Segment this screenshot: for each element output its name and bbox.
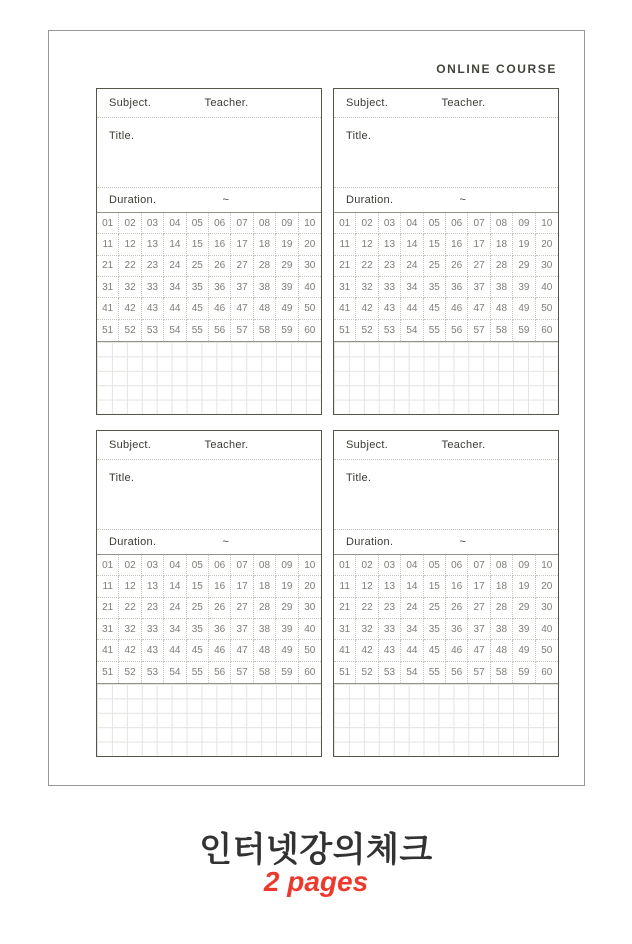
minute-cell: 53 xyxy=(142,662,164,683)
minute-cell: 26 xyxy=(446,256,468,277)
minute-cell: 20 xyxy=(299,576,321,597)
title-label: Title. xyxy=(109,472,135,484)
minute-cell: 42 xyxy=(119,640,141,661)
minute-cell: 38 xyxy=(254,619,276,640)
notes-grid xyxy=(334,342,558,414)
subject-teacher-row xyxy=(97,89,321,118)
minute-cell: 22 xyxy=(356,598,378,619)
title-label: Title. xyxy=(109,130,135,142)
minute-cell: 01 xyxy=(334,213,356,234)
minute-cell: 23 xyxy=(379,598,401,619)
minute-cell: 45 xyxy=(424,298,446,319)
minute-cell: 41 xyxy=(334,298,356,319)
minute-cell: 11 xyxy=(97,576,119,597)
minute-cell: 25 xyxy=(424,598,446,619)
minute-cell: 13 xyxy=(142,576,164,597)
minute-cell: 31 xyxy=(334,619,356,640)
minute-cell: 60 xyxy=(541,324,553,336)
minute-cell: 38 xyxy=(254,277,276,298)
minute-cell: 38 xyxy=(491,619,513,640)
minute-cell: 48 xyxy=(254,640,276,661)
minute-cell: 41 xyxy=(97,640,119,661)
minute-cell: 06 xyxy=(446,555,468,576)
minute-cell: 33 xyxy=(379,619,401,640)
duration-separator: ~ xyxy=(459,536,467,548)
minute-cell: 24 xyxy=(164,256,186,277)
duration-label: Duration. xyxy=(109,194,157,206)
minute-cell: 20 xyxy=(536,234,558,255)
minute-cell: 52 xyxy=(119,662,141,683)
minute-cell: 50 xyxy=(299,640,321,661)
duration-separator: ~ xyxy=(459,194,467,206)
minute-grid xyxy=(334,554,558,684)
minute-cell: 20 xyxy=(536,576,558,597)
minute-cell: 30 xyxy=(536,598,558,619)
subject-teacher-row xyxy=(334,89,558,118)
minute-cell: 32 xyxy=(119,277,141,298)
minute-cell: 01 xyxy=(334,555,356,576)
minute-cell: 35 xyxy=(424,277,446,298)
minute-cell: 04 xyxy=(164,555,186,576)
minute-cell: 27 xyxy=(231,256,253,277)
minute-cell: 51 xyxy=(334,662,356,683)
minute-cell: 54 xyxy=(164,320,186,341)
minute-cell: 58 xyxy=(491,662,513,683)
duration-label: Duration. xyxy=(346,536,394,548)
course-card-3 xyxy=(96,430,322,757)
minute-cell: 06 xyxy=(446,213,468,234)
minute-cell: 19 xyxy=(513,234,535,255)
minute-cell: 18 xyxy=(491,576,513,597)
minute-cell: 36 xyxy=(446,619,468,640)
minute-cell: 47 xyxy=(231,298,253,319)
minute-cell: 14 xyxy=(164,576,186,597)
minute-cell: 33 xyxy=(142,619,164,640)
minute-cell: 24 xyxy=(401,256,423,277)
minute-cell: 18 xyxy=(254,234,276,255)
minute-cell: 60 xyxy=(304,666,316,678)
subject-label: Subject. xyxy=(346,439,389,451)
minute-cell: 44 xyxy=(164,298,186,319)
minute-cell: 08 xyxy=(254,555,276,576)
minute-cell: 34 xyxy=(164,277,186,298)
minute-cell: 34 xyxy=(401,619,423,640)
minute-cell: 54 xyxy=(401,662,423,683)
minute-cell: 28 xyxy=(254,256,276,277)
minute-cell: 12 xyxy=(356,576,378,597)
minute-cell: 53 xyxy=(379,662,401,683)
minute-cell: 52 xyxy=(356,662,378,683)
minute-grid xyxy=(97,212,321,342)
duration-separator: ~ xyxy=(222,194,230,206)
minute-cell: 56 xyxy=(209,662,231,683)
minute-cell: 02 xyxy=(356,213,378,234)
subject-label: Subject. xyxy=(109,439,152,451)
minute-cell: 17 xyxy=(468,234,490,255)
minute-cell: 56 xyxy=(446,320,468,341)
minute-cell: 54 xyxy=(401,320,423,341)
minute-cell: 36 xyxy=(209,619,231,640)
minute-cell: 06 xyxy=(209,555,231,576)
minute-cell: 48 xyxy=(254,298,276,319)
product-title-korean: 인터넷강의체크 xyxy=(199,831,433,869)
minute-cell: 41 xyxy=(334,640,356,661)
minute-cell: 58 xyxy=(491,320,513,341)
minute-cell: 26 xyxy=(209,598,231,619)
teacher-label: Teacher. xyxy=(441,439,486,451)
minute-cell: 48 xyxy=(491,298,513,319)
minute-cell: 10 xyxy=(299,555,321,576)
duration-row xyxy=(97,530,321,554)
minute-cell: 39 xyxy=(513,277,535,298)
minute-cell: 51 xyxy=(97,320,119,341)
minute-cell: 42 xyxy=(119,298,141,319)
title-row xyxy=(334,118,558,188)
minute-cell: 49 xyxy=(513,640,535,661)
minute-cell: 10 xyxy=(536,555,558,576)
minute-cell: 52 xyxy=(356,320,378,341)
title-row xyxy=(97,460,321,530)
duration-label: Duration. xyxy=(109,536,157,548)
minute-cell: 29 xyxy=(513,256,535,277)
minute-cell: 23 xyxy=(142,598,164,619)
subject-label: Subject. xyxy=(346,97,389,109)
minute-cell: 23 xyxy=(142,256,164,277)
minute-cell: 09 xyxy=(513,213,535,234)
minute-cell: 15 xyxy=(424,576,446,597)
minute-cell: 18 xyxy=(254,576,276,597)
course-card-1 xyxy=(96,88,322,415)
minute-cell: 39 xyxy=(513,619,535,640)
minute-grid xyxy=(97,554,321,684)
minute-cell: 13 xyxy=(142,234,164,255)
minute-cell: 58 xyxy=(254,320,276,341)
minute-cell: 29 xyxy=(276,256,298,277)
minute-cell: 43 xyxy=(379,298,401,319)
minute-cell: 55 xyxy=(424,662,446,683)
minute-cell: 47 xyxy=(468,640,490,661)
minute-cell: 57 xyxy=(468,320,490,341)
page-title: ONLINE COURSE xyxy=(436,62,557,76)
minute-cell: 03 xyxy=(379,555,401,576)
minute-cell: 22 xyxy=(356,256,378,277)
minute-cell: 36 xyxy=(446,277,468,298)
teacher-label: Teacher. xyxy=(204,439,249,451)
minute-cell: 32 xyxy=(356,277,378,298)
minute-cell: 43 xyxy=(142,640,164,661)
minute-cell: 35 xyxy=(187,619,209,640)
minute-cell: 45 xyxy=(424,640,446,661)
minute-cell: 34 xyxy=(164,619,186,640)
minute-cell: 35 xyxy=(187,277,209,298)
minute-cell: 24 xyxy=(401,598,423,619)
minute-cell: 08 xyxy=(254,213,276,234)
minute-cell: 39 xyxy=(276,619,298,640)
minute-cell: 39 xyxy=(276,277,298,298)
course-card-2 xyxy=(333,88,559,415)
minute-cell: 28 xyxy=(254,598,276,619)
minute-cell: 56 xyxy=(209,320,231,341)
minute-cell: 46 xyxy=(209,298,231,319)
minute-cell: 04 xyxy=(164,213,186,234)
minute-cell: 12 xyxy=(119,576,141,597)
minute-cell: 30 xyxy=(536,256,558,277)
minute-cell: 31 xyxy=(97,277,119,298)
subject-label: Subject. xyxy=(109,97,152,109)
minute-cell: 40 xyxy=(299,619,321,640)
minute-cell: 16 xyxy=(446,234,468,255)
minute-cell: 57 xyxy=(468,662,490,683)
minute-cell: 31 xyxy=(334,277,356,298)
minute-cell: 03 xyxy=(142,555,164,576)
minute-cell: 18 xyxy=(491,234,513,255)
minute-cell: 09 xyxy=(513,555,535,576)
minute-cell: 05 xyxy=(187,213,209,234)
minute-cell: 32 xyxy=(356,619,378,640)
minute-cell: 03 xyxy=(142,213,164,234)
minute-cell: 44 xyxy=(401,640,423,661)
minute-cell: 25 xyxy=(187,256,209,277)
minute-cell: 29 xyxy=(276,598,298,619)
minute-cell: 46 xyxy=(209,640,231,661)
minute-cell: 07 xyxy=(468,213,490,234)
minute-cell: 40 xyxy=(299,277,321,298)
minute-cell: 14 xyxy=(401,234,423,255)
minute-cell: 02 xyxy=(356,555,378,576)
minute-cell: 59 xyxy=(513,662,535,683)
minute-cell: 21 xyxy=(334,598,356,619)
minute-cell: 32 xyxy=(119,619,141,640)
minute-cell: 10 xyxy=(536,213,558,234)
minute-cell: 53 xyxy=(142,320,164,341)
notes-grid xyxy=(97,684,321,756)
minute-cell: 16 xyxy=(446,576,468,597)
minute-cell: 49 xyxy=(276,640,298,661)
minute-cell: 12 xyxy=(119,234,141,255)
minute-cell: 25 xyxy=(187,598,209,619)
minute-cell: 37 xyxy=(231,277,253,298)
minute-cell: 59 xyxy=(276,662,298,683)
minute-cell: 47 xyxy=(231,640,253,661)
minute-cell: 34 xyxy=(401,277,423,298)
minute-cell: 05 xyxy=(424,555,446,576)
minute-cell: 60 xyxy=(304,324,316,336)
minute-cell: 19 xyxy=(513,576,535,597)
minute-cell: 40 xyxy=(536,619,558,640)
minute-cell: 13 xyxy=(379,576,401,597)
minute-cell: 57 xyxy=(231,662,253,683)
duration-row xyxy=(334,188,558,212)
title-row xyxy=(334,460,558,530)
minute-cell: 57 xyxy=(231,320,253,341)
minute-cell: 45 xyxy=(187,640,209,661)
minute-cell: 27 xyxy=(468,256,490,277)
minute-cell: 37 xyxy=(468,619,490,640)
minute-cell: 60 xyxy=(541,666,553,678)
minute-cell: 52 xyxy=(119,320,141,341)
minute-cell: 28 xyxy=(491,256,513,277)
minute-cell: 11 xyxy=(97,234,119,255)
minute-cell: 11 xyxy=(334,576,356,597)
title-row xyxy=(97,118,321,188)
minute-cell: 46 xyxy=(446,640,468,661)
minute-cell: 28 xyxy=(491,598,513,619)
subject-teacher-row xyxy=(334,431,558,460)
minute-cell: 14 xyxy=(401,576,423,597)
minute-cell: 58 xyxy=(254,662,276,683)
minute-cell: 37 xyxy=(468,277,490,298)
duration-row xyxy=(97,188,321,212)
minute-cell: 08 xyxy=(491,555,513,576)
teacher-label: Teacher. xyxy=(204,97,249,109)
minute-cell: 55 xyxy=(187,662,209,683)
minute-cell: 13 xyxy=(379,234,401,255)
minute-cell: 50 xyxy=(536,640,558,661)
minute-cell: 03 xyxy=(379,213,401,234)
minute-cell: 44 xyxy=(401,298,423,319)
minute-cell: 06 xyxy=(209,213,231,234)
minute-cell: 21 xyxy=(334,256,356,277)
minute-cell: 59 xyxy=(513,320,535,341)
minute-cell: 43 xyxy=(142,298,164,319)
minute-cell: 04 xyxy=(401,555,423,576)
minute-cell: 46 xyxy=(446,298,468,319)
minute-cell: 15 xyxy=(187,576,209,597)
minute-cell: 14 xyxy=(164,234,186,255)
minute-cell: 10 xyxy=(299,213,321,234)
minute-cell: 50 xyxy=(299,298,321,319)
minute-cell: 36 xyxy=(209,277,231,298)
minute-cell: 05 xyxy=(424,213,446,234)
minute-cell: 51 xyxy=(97,662,119,683)
teacher-label: Teacher. xyxy=(441,97,486,109)
minute-cell: 09 xyxy=(276,555,298,576)
minute-cell: 59 xyxy=(276,320,298,341)
minute-cell: 01 xyxy=(97,555,119,576)
duration-row xyxy=(334,530,558,554)
minute-cell: 17 xyxy=(231,576,253,597)
notes-grid xyxy=(97,342,321,414)
minute-cell: 27 xyxy=(231,598,253,619)
minute-cell: 19 xyxy=(276,234,298,255)
minute-cell: 23 xyxy=(379,256,401,277)
minute-cell: 16 xyxy=(209,234,231,255)
minute-cell: 31 xyxy=(97,619,119,640)
minute-cell: 26 xyxy=(209,256,231,277)
subject-teacher-row xyxy=(97,431,321,460)
minute-cell: 35 xyxy=(424,619,446,640)
minute-cell: 48 xyxy=(491,640,513,661)
minute-cell: 08 xyxy=(491,213,513,234)
minute-cell: 47 xyxy=(468,298,490,319)
duration-separator: ~ xyxy=(222,536,230,548)
minute-cell: 37 xyxy=(231,619,253,640)
minute-cell: 54 xyxy=(164,662,186,683)
page-count-label: 2 pages xyxy=(263,866,369,897)
minute-cell: 20 xyxy=(299,234,321,255)
planner-sheet xyxy=(48,30,585,786)
minute-cell: 42 xyxy=(356,640,378,661)
minute-cell: 40 xyxy=(536,277,558,298)
course-card-4 xyxy=(333,430,559,757)
minute-cell: 30 xyxy=(299,256,321,277)
title-label: Title. xyxy=(346,130,372,142)
minute-cell: 51 xyxy=(334,320,356,341)
minute-cell: 17 xyxy=(468,576,490,597)
minute-cell: 44 xyxy=(164,640,186,661)
minute-cell: 07 xyxy=(231,555,253,576)
minute-cell: 07 xyxy=(231,213,253,234)
minute-cell: 16 xyxy=(209,576,231,597)
minute-cell: 02 xyxy=(119,213,141,234)
minute-cell: 56 xyxy=(446,662,468,683)
minute-cell: 41 xyxy=(97,298,119,319)
minute-cell: 22 xyxy=(119,598,141,619)
minute-cell: 05 xyxy=(187,555,209,576)
minute-cell: 50 xyxy=(536,298,558,319)
minute-cell: 30 xyxy=(299,598,321,619)
minute-cell: 55 xyxy=(424,320,446,341)
minute-cell: 33 xyxy=(142,277,164,298)
minute-cell: 27 xyxy=(468,598,490,619)
minute-cell: 07 xyxy=(468,555,490,576)
minute-cell: 42 xyxy=(356,298,378,319)
minute-cell: 49 xyxy=(276,298,298,319)
minute-cell: 53 xyxy=(379,320,401,341)
minute-cell: 45 xyxy=(187,298,209,319)
minute-cell: 29 xyxy=(513,598,535,619)
minute-cell: 21 xyxy=(97,256,119,277)
minute-cell: 26 xyxy=(446,598,468,619)
minute-cell: 15 xyxy=(424,234,446,255)
minute-cell: 15 xyxy=(187,234,209,255)
minute-cell: 17 xyxy=(231,234,253,255)
card-grid xyxy=(96,88,559,757)
minute-cell: 24 xyxy=(164,598,186,619)
minute-cell: 11 xyxy=(334,234,356,255)
notes-grid xyxy=(334,684,558,756)
minute-cell: 09 xyxy=(276,213,298,234)
minute-cell: 38 xyxy=(491,277,513,298)
minute-cell: 55 xyxy=(187,320,209,341)
minute-cell: 02 xyxy=(119,555,141,576)
minute-cell: 01 xyxy=(97,213,119,234)
minute-cell: 22 xyxy=(119,256,141,277)
minute-cell: 43 xyxy=(379,640,401,661)
minute-cell: 25 xyxy=(424,256,446,277)
minute-cell: 49 xyxy=(513,298,535,319)
minute-cell: 19 xyxy=(276,576,298,597)
minute-cell: 33 xyxy=(379,277,401,298)
title-label: Title. xyxy=(346,472,372,484)
minute-cell: 04 xyxy=(401,213,423,234)
minute-grid xyxy=(334,212,558,342)
minute-cell: 12 xyxy=(356,234,378,255)
duration-label: Duration. xyxy=(346,194,394,206)
minute-cell: 21 xyxy=(97,598,119,619)
